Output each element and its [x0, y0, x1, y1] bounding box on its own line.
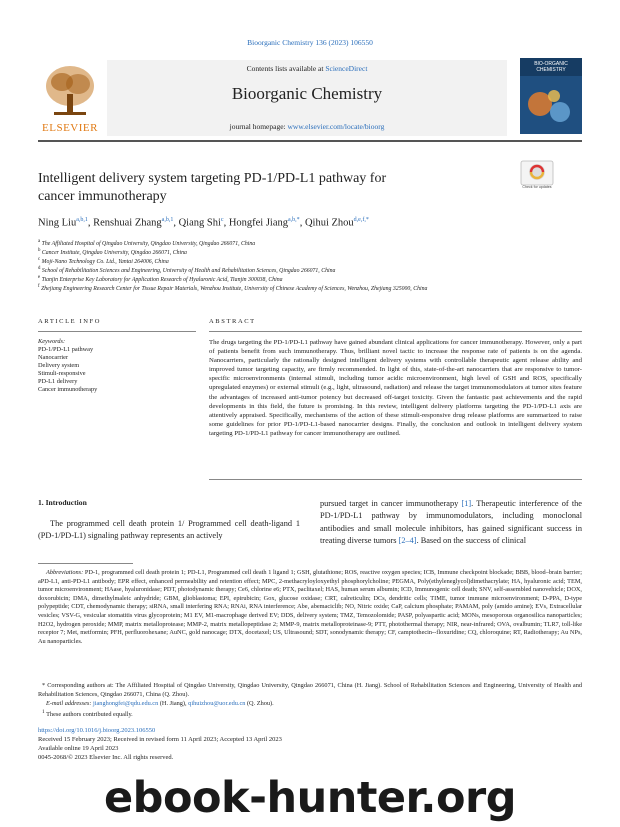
intro-right-text: . Based on the success of clinical	[416, 535, 527, 545]
email-link[interactable]: jianghongfei@qdu.edu.cn	[93, 700, 159, 707]
affiliation-text: The Affiliated Hospital of Qingdao University, Qingdao University, Qingdao 266071, China	[41, 240, 256, 247]
equal-text: These authors contributed equally.	[44, 711, 133, 719]
affiliation-sup: e	[38, 275, 41, 280]
abstract-text: The drugs targeting the PD-1/PD-L1 pathway have gained abundant clinical applications for cancer immunotherapy. However, only a part of patients benefit from such immunotherapy. Thus, brilliant novel tactic to increase the response rate of patients is on the agenda. Nanocarriers, particularly the rationally designed intelligent delivery systems with controllable therapeutic agent release ability and improved tumor targeting capacity, are firmly recommended. In light of this, state-of-the-art nanocarriers that are responsive to tumor-specific microenvironments (internal stimuli, including tumor acidic microenvironment, high level of GSH and ROS, specifically upregulated enzymes) or external stimuli (e.g., light, ultrasound, radiation) and release the target immunomodulators at tumor sites feature the advantages of increased anti-tumor potency but decreased off-target toxicity. Given the fantastic past achievements and the rapid developments in this field, the future is promising. In this review, intelligent delivery platforms targeting the PD-1/PD-L1 axis are attentively appraised. Specifically, mechanisms of the action of these stimuli-responsive drug release platforms are summarized to raise some guidelines for prior PD-1/PD-L1-based nanocarrier designs. Finally, the conclusion and outlook in intelligent delivery system targeting PD-1/PD-L1 pathway for cancer immunotherapy are outlined.	[209, 339, 582, 437]
homepage-prefix: journal homepage:	[229, 122, 288, 131]
affiliation-text: School of Rehabilitation Sciences and Engineering, University of Health and Rehabilitation Sciences, Qingdao 266071, China	[41, 267, 336, 274]
abbreviations-label: Abbreviations:	[46, 569, 84, 576]
keyword: Nanocarrier	[38, 354, 69, 361]
corresponding-footnote: * Corresponding authors at: The Affiliated Hospital of Qingdao University, Qingdao University, Qingdao 266071, China (H. Jiang). School of Rehabilitation Sciences and Engineering, University of Health and Rehabilitation Sciences, Qingdao 266071, China (Q. Zhou).	[38, 682, 582, 698]
watermark-text: ebook-hunter.org	[104, 773, 516, 823]
keyword: PD-1/PD-L1 pathway	[38, 346, 94, 353]
journal-reference-link[interactable]: Bioorganic Chemistry 136 (2023) 106550	[247, 38, 373, 47]
title-line-1: Intelligent delivery system targeting PD-1/PD-L1 pathway for	[38, 171, 387, 186]
author-affil-sup[interactable]: c	[220, 217, 224, 223]
author-list: Ning Liu$^{a,b,1}$, Renshuai Zhang$^{a,b,1}$, Qiang Shi$^c$, Hongfei Jiang$^{a,b,*}$, Qihui Zhou$^{d,e,f,*}$	[38, 217, 369, 229]
equal-sup: 1	[42, 709, 45, 715]
intro-right-paragraph	[320, 498, 582, 547]
elsevier-logo	[38, 60, 102, 136]
email-owner: (H. Jiang),	[158, 700, 189, 707]
copyright: 0045-2068/© 2023 Elsevier Inc. All rights reserved.	[38, 754, 174, 761]
author-affil-sup[interactable]: a,b,1	[76, 217, 88, 223]
author-affil-sup[interactable]: d,e,f,*	[353, 217, 369, 223]
affiliation-text: Cancer Institute, Qingdao University, Qingdao 266071, China	[41, 249, 187, 256]
journal-cover	[520, 58, 582, 134]
header-rule	[38, 140, 582, 142]
email-owner: (Q. Zhou).	[245, 700, 274, 707]
affiliation	[38, 284, 598, 292]
affiliation	[38, 275, 598, 283]
intro-right-text: pursued target in cancer immunotherapy	[320, 499, 462, 508]
keywords-label: Keywords:	[38, 338, 66, 345]
email-link[interactable]: qihuizhou@uor.edu.cn	[188, 700, 246, 707]
affiliation-text: Tianjin Enterprise Key Laboratory for Application Research of Hyaluronic Acid, Tianjin 300038, China	[41, 276, 283, 283]
affiliation	[38, 266, 598, 274]
homepage-link[interactable]: www.elsevier.com/locate/bioorg	[287, 122, 385, 131]
abstract-rule	[209, 331, 582, 332]
email-footnote	[38, 700, 582, 707]
affiliation-text: Zhejiang Engineering Research Center for Tissue Repair Materials, Wenzhou Institute, University of Chinese Academy of Sciences, Wenzhou, Zhejiang 325000, China	[41, 285, 428, 292]
sciencedirect-link[interactable]: ScienceDirect	[325, 64, 368, 73]
section-heading-introduction: 1. Introduction	[38, 498, 87, 507]
author-name[interactable]: Ning Liu	[38, 217, 77, 229]
affiliation	[38, 239, 598, 247]
abstract-heading: ABSTRACT	[209, 318, 256, 325]
affiliation-text: Moji-Nano Technology Co. Ltd., Yantai 264006, China	[41, 258, 169, 265]
affiliation-sup: c	[38, 257, 41, 262]
author-name[interactable]: Hongfei Jiang	[228, 217, 289, 229]
check-updates-label: Check for updates	[522, 185, 552, 189]
elsevier-wordmark: ELSEVIER	[42, 122, 98, 134]
affiliation	[38, 248, 598, 256]
check-updates-icon	[520, 160, 554, 186]
journal-homepage	[107, 122, 507, 131]
author-affil-sup[interactable]: a,b,*	[288, 217, 300, 223]
footnote-rule	[38, 563, 133, 564]
author-affil-sup[interactable]: a,b,1	[161, 217, 174, 223]
affiliation-sup: b	[38, 248, 41, 253]
affiliation-sup: d	[38, 266, 41, 271]
citation-link[interactable]: [2–4]	[398, 535, 417, 545]
affiliation	[38, 257, 598, 265]
article-info-heading: ARTICLE INFO	[38, 318, 102, 325]
article-title	[38, 170, 488, 206]
check-for-updates-badge[interactable]	[520, 160, 554, 194]
abbreviations-footnote	[38, 569, 582, 646]
author-name[interactable]: Qiang Shi	[178, 217, 221, 229]
author-name[interactable]: Renshuai Zhang	[93, 217, 162, 229]
intro-right-text: . Therapeutic interference of the PD-1/PD-L1 pathway by immunomodulators, including monoclonal antibodies and small molecule inhibitors, has gained significant success in treating diverse tumors	[320, 499, 582, 545]
abstract-bottom-rule	[209, 479, 582, 480]
journal-name: Bioorganic Chemistry	[231, 84, 383, 103]
affiliation-sup: a	[38, 239, 41, 244]
title-line-2: cancer immunotherapy	[38, 189, 167, 204]
email-label: E-mail addresses:	[46, 700, 93, 707]
received-dates: Received 15 February 2023; Received in revised form 11 April 2023; Accepted 13 April 2023	[38, 736, 282, 743]
citation-link[interactable]: [1]	[461, 499, 472, 508]
keyword: PD-L1 delivery	[38, 378, 78, 385]
keyword: Stimuli-responsive	[38, 370, 86, 377]
available-online: Available online 19 April 2023	[38, 745, 119, 752]
doi-link[interactable]: https://doi.org/10.1016/j.bioorg.2023.106550	[38, 727, 156, 734]
abbreviations-text: PD-1, programmed cell death protein 1; PD-L1, Programmed cell death 1 ligand 1; GSH, glutathione; ROS, reactive oxygen species; ICB, Immune checkpoint blockade; BBB, blood–brain barrier; aPD-L1, anti-PD-L1 antibody; EPR effect, enhanced permeability and retention effect; MPC, 2-methacryloyloxyethyl phosphorylcholine; PEGMA, Poly(ethyleneglycol)dimethacrylate; HA, hyaluronic acid; TEM, tumor microenvironment; HAase, hyaluronidase; PDT, photodynamic therapy; Ce6, chlorine e6; PTX, paclitaxel; HAS, human serum albumin; ICD, Immunogenic cell death; SNV, self-assembled nanovehicle; DOX, doxorubicin; DMA, dimethylmaleic anhydride; GBM, glioblastoma; EPI, epirubicin; Gox, glucose oxidase; CRT, calreticulin; DCs, dendritic cells; TIME, tumor immune microenvironment; D-PPA, D-type polypeptide; CDT, chemodynamic therapy; siRNA, small interfering RNA; RNAi, RNA interference; Abe, abemaciclib; NO, Nitric oxide; CaP, calcium phosphate; PAMAM, poly (amido amine); EVs, Extracellular vesicles; VSV-G, vesicular stomatitis virus glycoprotein; M1 EV, M1-macrophage derived EV; DDS, delivery system; TMZ, Temozolomide; PASP, polyaspartic acid; MONs, mesoporous organosilica nanoparticles; H2O2, hydrogen peroxide; MMP, matrix metalloprotease; MMP-2, matrix metallopeptidase 2; MMP-9, matrix metalloproteinase-9; PTT, photothermal therapy; NIR, near-infrared; OVA, ovalbumin; TLR7, toll-like receptor 7; Met, metformin; PFH, perfluorohexane; AuNC, gold nanocage; DTX, docetaxel; US, Ultrasound; SDT, sonodynamic therapy; CF, camptothecin--floxuridine; CQ, chloroquine; RT, Radiotherapy; Au NPs, Au nanoparticles.	[38, 569, 582, 645]
article-info-rule	[38, 331, 196, 332]
keyword: Cancer immunotherapy	[38, 386, 98, 393]
author-name[interactable]: Qihui Zhou	[304, 217, 354, 229]
equal-contribution-footnote	[38, 709, 582, 718]
intro-left-paragraph: The programmed cell death protein 1/ Programmed cell death-ligand 1 (PD-1/PD-L1) signaling pathway represents an actively	[38, 519, 300, 541]
keyword: Delivery system	[38, 362, 80, 369]
cover-title: BIO-ORGANIC CHEMISTRY	[534, 61, 568, 73]
affiliation-sup: f	[38, 284, 40, 289]
contents-prefix: Contents lists available at	[246, 64, 326, 73]
contents-line	[107, 64, 507, 73]
